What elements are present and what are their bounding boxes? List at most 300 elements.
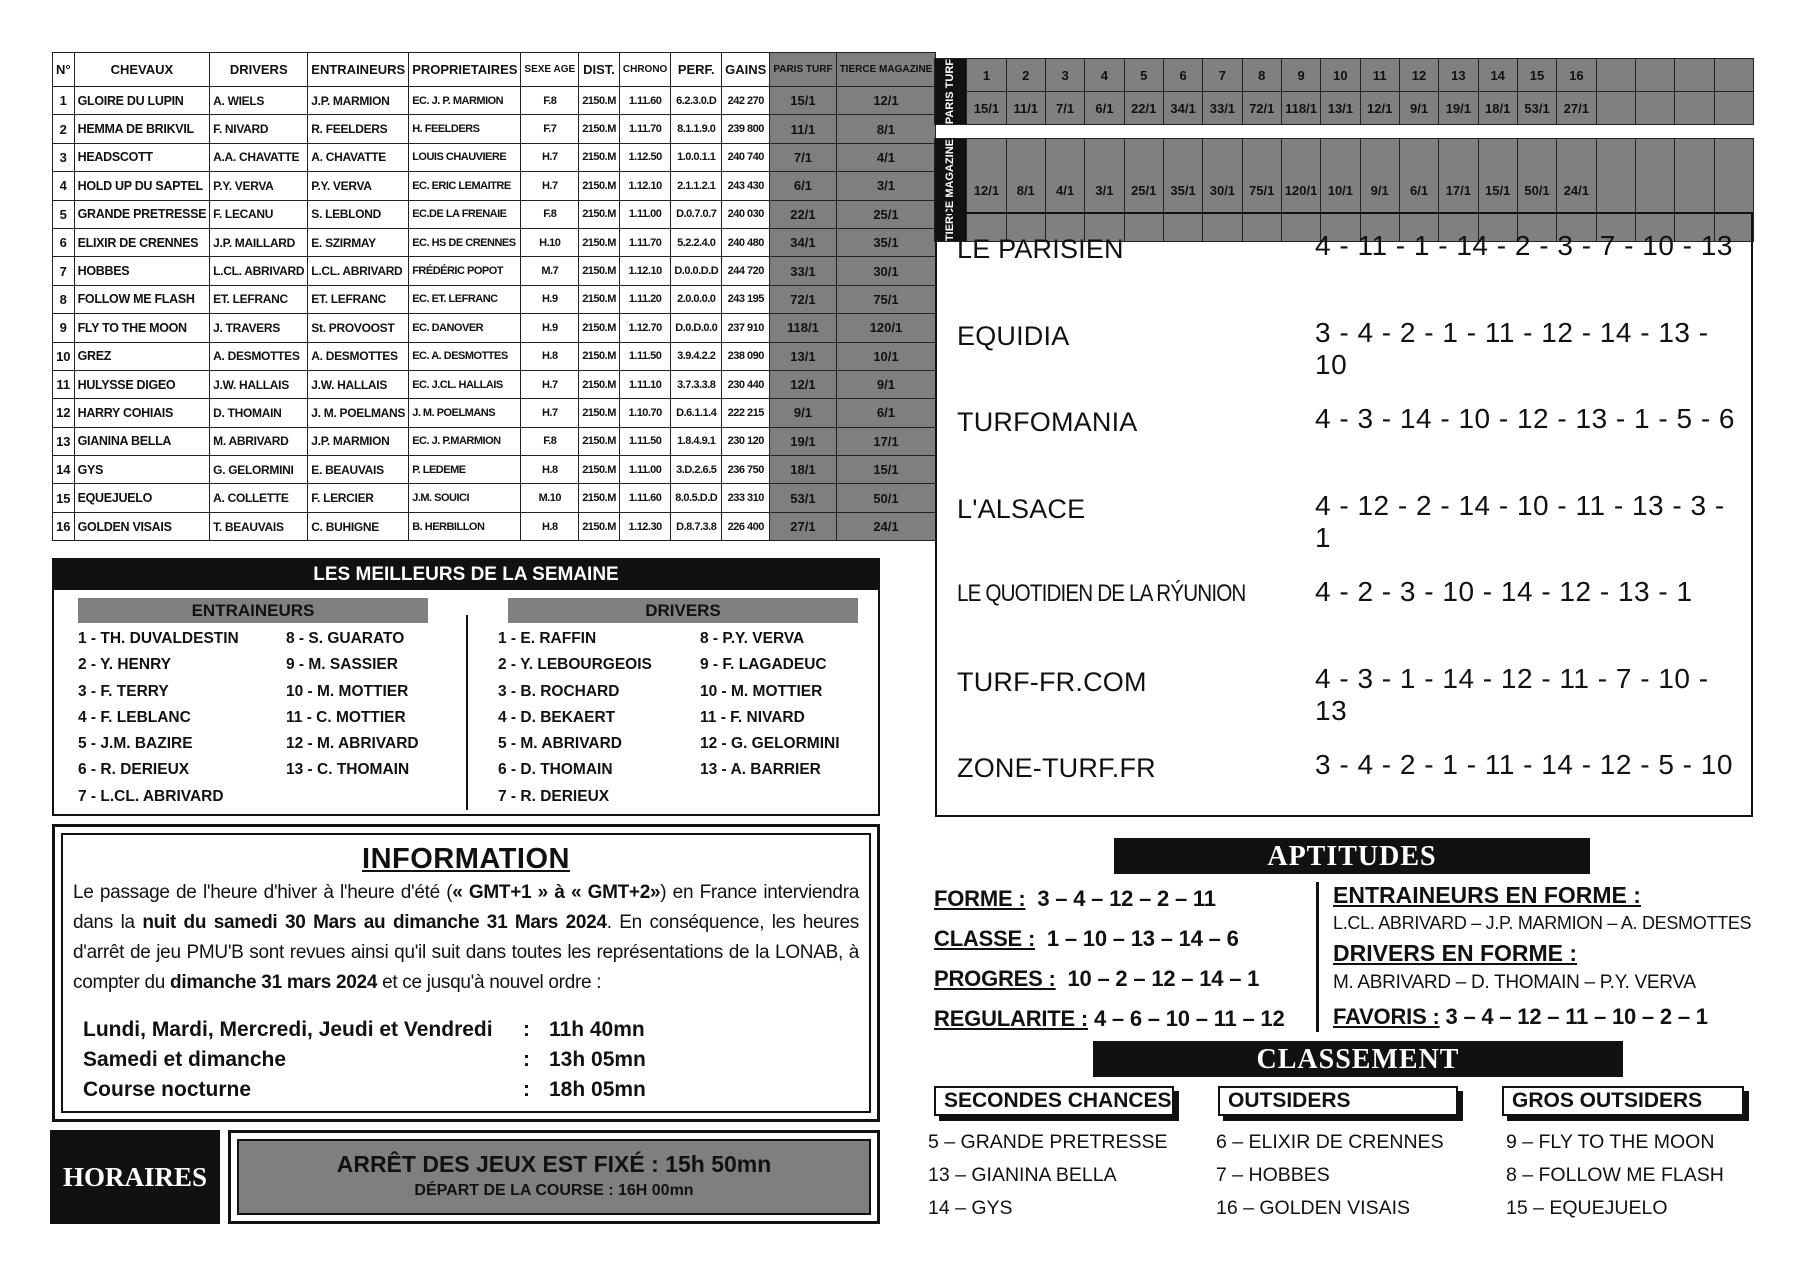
runner-number-cell [1635, 59, 1674, 92]
list-item: 8 – FOLLOW ME FLASH [1506, 1164, 1724, 1186]
table-cell: A. CHAVATTE [308, 143, 409, 171]
paris-turf-odds-cell: 15/1 [967, 92, 1006, 125]
table-cell: 12 [53, 399, 75, 427]
list-item: 2 - Y. HENRY [78, 656, 172, 674]
table-cell: 118/1 [770, 314, 836, 342]
list-item: 4 - D. BEKAERT [498, 708, 616, 726]
table-cell: J.W. HALLAIS [308, 370, 409, 398]
best-trainers-column [78, 598, 428, 623]
table-cell: 8.0.5.D.D [671, 484, 722, 512]
table-cell: D.8.7.3.8 [671, 512, 722, 540]
table-cell: HEADSCOTT [74, 143, 210, 171]
table-cell: 240 480 [722, 228, 770, 256]
info-text-bold: « GMT+1 » à « GMT+2» [452, 882, 661, 903]
table-cell: ET. LEFRANC [308, 285, 409, 313]
list-item: 14 – GYS [928, 1197, 1013, 1219]
table-cell: H.9 [521, 314, 579, 342]
table-cell: 236 750 [722, 456, 770, 484]
table-cell: 24/1 [836, 512, 936, 540]
tierce-magazine-label-text: TIERCE MAGAZINE [944, 139, 957, 242]
table-cell: 15/1 [770, 87, 836, 115]
table-cell: EC. DANOVER [409, 314, 521, 342]
paris-turf-odds-cell: 6/1 [1085, 92, 1124, 125]
pronostic-source: TURFOMANIA [957, 407, 1138, 437]
table-cell: 1.12.30 [619, 512, 670, 540]
table-cell: 1.11.60 [619, 484, 670, 512]
table-cell: 2150.M [579, 512, 620, 540]
information-inner [61, 833, 871, 1113]
table-cell: 6/1 [770, 172, 836, 200]
paris-turf-odds-cell [1596, 92, 1635, 125]
column-header: ENTRAINEURS [308, 53, 409, 87]
trainers-in-form-title: ENTRAINEURS EN FORME : [1333, 882, 1641, 908]
column-header: CHEVAUX [74, 53, 210, 87]
table-cell: FOLLOW ME FLASH [74, 285, 210, 313]
table-cell: 15/1 [836, 456, 936, 484]
aptitudes-title: APTITUDES [1114, 838, 1590, 874]
table-cell: 1 [53, 87, 75, 115]
tierce-magazine-odds-cell: 24/1 [1557, 139, 1596, 242]
table-cell: S. LEBLOND [308, 200, 409, 228]
list-item: 11 - F. NIVARD [700, 708, 805, 726]
schedule-days: Lundi, Mardi, Mercredi, Jeudi et Vendredi [83, 1018, 493, 1041]
table-cell: HEMMA DE BRIKVIL [74, 115, 210, 143]
table-row [53, 484, 936, 512]
table-cell: St. PROVOOST [308, 314, 409, 342]
table-cell: 1.11.50 [619, 427, 670, 455]
table-cell: 1.0.0.1.1 [671, 143, 722, 171]
table-cell: 8/1 [836, 115, 936, 143]
table-row [53, 512, 936, 540]
paris-turf-odds-cell [1635, 92, 1674, 125]
table-cell: HOBBES [74, 257, 210, 285]
progres-line [934, 966, 1259, 992]
pronostic-row [957, 576, 1747, 620]
runner-number-cell [1596, 59, 1635, 92]
table-cell: 240 030 [722, 200, 770, 228]
table-cell: 8 [53, 285, 75, 313]
table-cell: H.9 [521, 285, 579, 313]
runner-number-cell: 4 [1085, 59, 1124, 92]
paris-turf-odds-cell: 118/1 [1281, 92, 1320, 125]
table-cell: 33/1 [770, 257, 836, 285]
table-cell: 239 800 [722, 115, 770, 143]
table-cell: B. HERBILLON [409, 512, 521, 540]
table-cell: 2.1.1.2.1 [671, 172, 722, 200]
runner-number-cell: 9 [1281, 59, 1320, 92]
pronostic-row [957, 230, 1747, 274]
schedule-time: 13h 05mn [549, 1048, 646, 1071]
table-cell: 2150.M [579, 143, 620, 171]
table-cell: 243 430 [722, 172, 770, 200]
table-cell: 1.11.50 [619, 342, 670, 370]
table-cell: 7/1 [770, 143, 836, 171]
forme-label: FORME : [934, 886, 1026, 911]
table-cell: 4/1 [836, 143, 936, 171]
paris-turf-label-text: PARIS TURF [944, 59, 957, 125]
table-cell: 2150.M [579, 115, 620, 143]
table-cell: F.7 [521, 115, 579, 143]
tierce-magazine-odds-cell: 3/1 [1085, 139, 1124, 242]
table-cell: J.W. HALLAIS [210, 370, 308, 398]
list-item: 3 - B. ROCHARD [498, 682, 620, 700]
table-cell: 1.12.50 [619, 143, 670, 171]
list-item: 2 - Y. LEBOURGEOIS [498, 656, 652, 674]
table-cell: H.7 [521, 399, 579, 427]
pronostics-panel [935, 212, 1753, 817]
table-cell: HULYSSE DIGEO [74, 370, 210, 398]
runner-number-cell: 7 [1203, 59, 1242, 92]
schedule-table [83, 1015, 669, 1105]
table-cell: H.7 [521, 370, 579, 398]
runners-header [53, 53, 936, 87]
drivers-in-form-title: DRIVERS EN FORME : [1333, 940, 1578, 966]
table-cell: H.8 [521, 342, 579, 370]
table-cell: F. LERCIER [308, 484, 409, 512]
table-cell: 8.1.1.9.0 [671, 115, 722, 143]
runners-table [52, 52, 936, 541]
table-cell: 13/1 [770, 342, 836, 370]
pronostic-selection: 4 - 2 - 3 - 10 - 14 - 12 - 13 - 1 [1315, 576, 1693, 607]
forme-value: 3 – 4 – 12 – 2 – 11 [1037, 886, 1216, 911]
list-item: 13 – GIANINA BELLA [928, 1164, 1117, 1186]
runner-number-cell: 11 [1360, 59, 1399, 92]
table-cell: 27/1 [770, 512, 836, 540]
paris-turf-odds-cell: 12/1 [1360, 92, 1399, 125]
info-text-bold: nuit du samedi 30 Mars au dimanche 31 Mars 2024 [142, 912, 607, 933]
runner-number-cell: 8 [1242, 59, 1281, 92]
list-item: 4 - F. LEBLANC [78, 708, 191, 726]
table-cell: FRÉDÉRIC POPOT [409, 257, 521, 285]
table-cell: 12/1 [770, 370, 836, 398]
table-cell: 3/1 [836, 172, 936, 200]
list-item: 13 - C. THOMAIN [286, 761, 410, 779]
table-cell: 19/1 [770, 427, 836, 455]
tierce-magazine-odds-cell: 30/1 [1203, 139, 1242, 242]
table-cell: EC. ET. LEFRANC [409, 285, 521, 313]
table-cell: 226 400 [722, 512, 770, 540]
divider [466, 615, 468, 810]
outsiders-title: OUTSIDERS [1218, 1086, 1458, 1116]
table-row [53, 87, 936, 115]
horaires-label: HORAIRES [50, 1130, 220, 1224]
table-cell: 6 [53, 228, 75, 256]
paris-turf-odds-cell: 11/1 [1006, 92, 1045, 125]
table-cell: 53/1 [770, 484, 836, 512]
favoris-line [1333, 1004, 1708, 1030]
table-cell: L.CL. ABRIVARD [210, 257, 308, 285]
table-cell: H.10 [521, 228, 579, 256]
table-cell: EC. J.CL. HALLAIS [409, 370, 521, 398]
list-item: 8 - S. GUARATO [286, 630, 405, 647]
column-header: PERF. [671, 53, 722, 87]
table-cell: 9 [53, 314, 75, 342]
drivers-in-form-names: M. ABRIVARD – D. THOMAIN – P.Y. VERVA [1333, 972, 1696, 993]
list-item: 5 – GRANDE PRETRESSE [928, 1131, 1168, 1153]
classe-line [934, 926, 1239, 952]
table-cell: P. LEDEME [409, 456, 521, 484]
table-cell: ELIXIR DE CRENNES [74, 228, 210, 256]
table-cell: 3.9.4.2.2 [671, 342, 722, 370]
list-item: 7 - L.CL. ABRIVARD [78, 787, 224, 805]
table-cell: 9/1 [836, 370, 936, 398]
list-item: 6 - R. DERIEUX [78, 761, 190, 779]
tierce-magazine-odds-cell: 9/1 [1360, 139, 1399, 242]
table-cell: 25/1 [836, 200, 936, 228]
schedule-days: Samedi et dimanche [83, 1048, 287, 1071]
regularite-line [934, 1006, 1284, 1032]
table-cell: J.M. SOUICI [409, 484, 521, 512]
progres-label: PROGRES : [934, 966, 1056, 991]
list-item: 12 - G. GELORMINI [700, 735, 840, 753]
table-cell: 18/1 [770, 456, 836, 484]
pronostic-source: TURF-FR.COM [957, 666, 1147, 697]
table-cell: 230 440 [722, 370, 770, 398]
table-row [53, 285, 936, 313]
tierce-magazine-odds-cell: 75/1 [1242, 139, 1281, 242]
table-cell: 222 215 [722, 399, 770, 427]
runner-number-cell [1675, 59, 1714, 92]
table-row [53, 143, 936, 171]
table-cell: F. LECANU [210, 200, 308, 228]
table-cell: GLOIRE DU LUPIN [74, 87, 210, 115]
list-item: 1 - E. RAFFIN [498, 630, 597, 647]
table-cell: EC. A. DESMOTTES [409, 342, 521, 370]
info-text-part: et ce jusqu'à nouvel ordre : [377, 972, 602, 993]
table-cell: 11/1 [770, 115, 836, 143]
list-item: 11 - C. MOTTIER [286, 708, 406, 726]
table-cell: 2150.M [579, 257, 620, 285]
table-cell: 242 270 [722, 87, 770, 115]
table-cell: A.A. CHAVATTE [210, 143, 308, 171]
best-trainers-list-2 [286, 626, 419, 784]
table-cell: 10/1 [836, 342, 936, 370]
table-cell: 2150.M [579, 87, 620, 115]
table-cell: 1.12.70 [619, 314, 670, 342]
table-cell: P.Y. VERVA [210, 172, 308, 200]
table-cell: 11 [53, 370, 75, 398]
table-cell: HARRY COHIAIS [74, 399, 210, 427]
table-cell: HOLD UP DU SAPTEL [74, 172, 210, 200]
horaires-inner [237, 1139, 871, 1215]
tierce-magazine-odds-cell: 25/1 [1124, 139, 1163, 242]
list-item: 9 – FLY TO THE MOON [1506, 1131, 1715, 1153]
table-cell: GIANINA BELLA [74, 427, 210, 455]
list-item: 6 - D. THOMAIN [498, 761, 613, 779]
table-cell: 1.12.10 [619, 257, 670, 285]
table-cell: 10 [53, 342, 75, 370]
runner-number-cell: 14 [1478, 59, 1517, 92]
table-cell: F.8 [521, 427, 579, 455]
column-header: DIST. [579, 53, 620, 87]
column-header: N° [53, 53, 75, 87]
information-text [73, 878, 859, 998]
table-row [53, 228, 936, 256]
info-text-part: Le passage de l'heure d'hiver à l'heure d'été ( [73, 882, 453, 903]
column-header: CHRONO [619, 53, 670, 87]
table-cell: D.0.7.0.7 [671, 200, 722, 228]
table-cell: L.CL. ABRIVARD [308, 257, 409, 285]
table-cell: D.0.D.0.0 [671, 314, 722, 342]
table-cell: 244 720 [722, 257, 770, 285]
table-cell: 2150.M [579, 314, 620, 342]
table-cell: 1.12.10 [619, 172, 670, 200]
best-trainers-list-1 [78, 626, 239, 810]
paris-turf-odds-cell: 18/1 [1478, 92, 1517, 125]
schedule-sep: : [523, 1018, 530, 1041]
runner-number-cell: 5 [1124, 59, 1163, 92]
table-cell: FLY TO THE MOON [74, 314, 210, 342]
paris-turf-odds-strip [934, 58, 1754, 125]
best-drivers-title: DRIVERS [508, 598, 858, 623]
table-cell: R. FEELDERS [308, 115, 409, 143]
table-cell: 13 [53, 427, 75, 455]
pronostic-row [957, 749, 1747, 793]
pronostic-selection: 3 - 4 - 2 - 1 - 11 - 12 - 14 - 13 - 10 [1315, 316, 1709, 380]
tierce-magazine-odds-cell: 35/1 [1163, 139, 1202, 242]
pronostic-row [957, 316, 1747, 380]
table-row [53, 370, 936, 398]
table-row [53, 200, 936, 228]
table-cell: 1.11.60 [619, 87, 670, 115]
table-cell: P.Y. VERVA [308, 172, 409, 200]
table-cell: T. BEAUVAIS [210, 512, 308, 540]
table-cell: EC.DE LA FRENAIE [409, 200, 521, 228]
tierce-magazine-odds-cell: 8/1 [1006, 139, 1045, 242]
pronostic-selection: 4 - 12 - 2 - 14 - 10 - 11 - 13 - 3 - 1 [1315, 489, 1725, 553]
table-cell: D. THOMAIN [210, 399, 308, 427]
pronostic-selection: 3 - 4 - 2 - 1 - 11 - 14 - 12 - 5 - 10 [1315, 749, 1733, 780]
paris-turf-odds-cell [1675, 92, 1714, 125]
list-item: 16 – GOLDEN VISAIS [1216, 1197, 1411, 1219]
pronostic-source: LE QUOTIDIEN DE LA RÝUNION [957, 580, 1246, 607]
information-title: INFORMATION [362, 843, 570, 875]
table-cell: 1.11.20 [619, 285, 670, 313]
table-cell: F.8 [521, 200, 579, 228]
table-cell: H. FEELDERS [409, 115, 521, 143]
list-item: 10 - M. MOTTIER [286, 682, 409, 700]
list-item: 7 - R. DERIEUX [498, 787, 610, 805]
table-cell: 50/1 [836, 484, 936, 512]
schedule-row [83, 1075, 669, 1105]
table-cell: A. DESMOTTES [308, 342, 409, 370]
schedule-time: 11h 40mn [549, 1018, 645, 1041]
table-cell: 14 [53, 456, 75, 484]
runner-number-cell: 6 [1163, 59, 1202, 92]
table-cell: 240 740 [722, 143, 770, 171]
table-cell: 72/1 [770, 285, 836, 313]
pronostic-source: LE PARISIEN [957, 234, 1124, 264]
table-cell: E. SZIRMAY [308, 228, 409, 256]
info-text-part: ) en France interviendra dans la [73, 882, 859, 933]
paris-turf-odds-cell: 72/1 [1242, 92, 1281, 125]
table-cell: H.8 [521, 456, 579, 484]
schedule-time: 18h 05mn [549, 1078, 646, 1101]
list-item: 6 – ELIXIR DE CRENNES [1216, 1131, 1444, 1153]
runner-number-cell: 1 [967, 59, 1006, 92]
table-cell: F. NIVARD [210, 115, 308, 143]
paris-turf-odds-cell: 33/1 [1203, 92, 1242, 125]
table-cell: 1.11.00 [619, 200, 670, 228]
runners-body [53, 87, 936, 541]
table-cell: M.10 [521, 484, 579, 512]
gros-outsiders-list [1506, 1126, 1724, 1225]
table-row [53, 342, 936, 370]
tierce-magazine-odds-cell: 6/1 [1399, 139, 1438, 242]
table-cell: 2150.M [579, 427, 620, 455]
table-cell: GYS [74, 456, 210, 484]
column-header: TIERCE MAGAZINE [836, 53, 936, 87]
list-item: 7 – HOBBES [1216, 1164, 1330, 1186]
table-cell: GOLDEN VISAIS [74, 512, 210, 540]
outsiders-list [1216, 1126, 1444, 1225]
table-cell: 2.0.0.0.0 [671, 285, 722, 313]
table-cell: 1.11.70 [619, 115, 670, 143]
table-cell: E. BEAUVAIS [308, 456, 409, 484]
pronostic-selection: 4 - 11 - 1 - 14 - 2 - 3 - 7 - 10 - 13 [1315, 230, 1733, 261]
table-cell: 22/1 [770, 200, 836, 228]
paris-turf-odds-cell: 9/1 [1399, 92, 1438, 125]
table-cell: ET. LEFRANC [210, 285, 308, 313]
trainers-in-form-names: L.CL. ABRIVARD – J.P. MARMION – A. DESMOTTES [1333, 913, 1752, 933]
table-cell: 7 [53, 257, 75, 285]
paris-turf-odds-cell [1714, 92, 1754, 125]
table-cell: H.7 [521, 172, 579, 200]
race-start-time: DÉPART DE LA COURSE : 16H 00mn [414, 1182, 694, 1199]
table-cell: H.7 [521, 143, 579, 171]
forme-line [934, 886, 1216, 912]
pronostic-row [957, 662, 1747, 726]
table-cell: 1.8.4.9.1 [671, 427, 722, 455]
list-item: 15 – EQUEJUELO [1506, 1197, 1668, 1219]
list-item: 13 - A. BARRIER [700, 761, 821, 779]
pronostic-source: L'ALSACE [957, 493, 1086, 524]
paris-turf-odds-cell: 27/1 [1557, 92, 1596, 125]
best-trainers-title: ENTRAINEURS [78, 598, 428, 623]
tierce-magazine-odds-cell: 50/1 [1517, 139, 1556, 242]
runner-number-cell: 12 [1399, 59, 1438, 92]
list-item: 12 - M. ABRIVARD [286, 735, 419, 753]
classe-value: 1 – 10 – 13 – 14 – 6 [1046, 926, 1239, 951]
table-cell: 34/1 [770, 228, 836, 256]
table-cell: A. WIELS [210, 87, 308, 115]
table-cell: EC. J. P. MARMION [409, 87, 521, 115]
table-cell: 3 [53, 143, 75, 171]
runner-number-cell: 15 [1517, 59, 1556, 92]
table-cell: J.P. MAILLARD [210, 228, 308, 256]
paris-turf-odds-cell: 13/1 [1321, 92, 1360, 125]
information-panel [52, 824, 880, 1122]
column-header: DRIVERS [210, 53, 308, 87]
column-header: PARIS TURF [770, 53, 836, 87]
table-row [53, 456, 936, 484]
regularite-label: REGULARITE : [934, 1006, 1089, 1031]
best-drivers-column [508, 598, 858, 623]
horaires-box [228, 1130, 880, 1224]
table-cell: F.8 [521, 87, 579, 115]
column-header: SEXE AGE [521, 53, 579, 87]
paris-turf-label [935, 59, 967, 125]
table-cell: EC. HS DE CRENNES [409, 228, 521, 256]
table-cell: 120/1 [836, 314, 936, 342]
paris-turf-odds-cell: 19/1 [1439, 92, 1478, 125]
table-cell: EC. ERIC LEMAITRE [409, 172, 521, 200]
list-item: 5 - J.M. BAZIRE [78, 735, 193, 753]
table-cell: J. TRAVERS [210, 314, 308, 342]
table-cell: 2150.M [579, 399, 620, 427]
table-cell: 230 120 [722, 427, 770, 455]
favoris-value: 3 – 4 – 12 – 11 – 10 – 2 – 1 [1445, 1004, 1708, 1029]
